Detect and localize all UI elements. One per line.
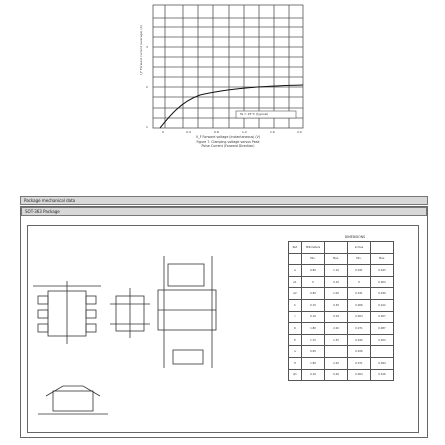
table-cell: 2.20	[325, 323, 348, 335]
table-subheader-cell: Max.	[371, 253, 394, 265]
chart-y-label: I_F Forward current (average) (A)	[139, 25, 143, 75]
table-cell: 0.026	[348, 346, 371, 358]
table-cell: 0.30	[325, 299, 348, 311]
table-row	[289, 357, 394, 369]
lead-detail-drawing	[38, 386, 108, 414]
table-cell: 0.65	[302, 346, 325, 358]
table-cell: 0.043	[371, 265, 394, 277]
package-frame	[20, 206, 428, 438]
section-title-bar	[20, 196, 428, 205]
table-cell: 0.10	[325, 276, 348, 288]
figure-caption-line-2: Pulse Current (Forward Direction)	[201, 143, 255, 148]
table-cell: 0.10	[302, 369, 325, 381]
x-tick: 0	[162, 130, 164, 134]
table-row	[289, 323, 394, 335]
table-subheader-row	[289, 253, 394, 265]
table-cell: 0.004	[371, 276, 394, 288]
table-cell: 0.071	[348, 323, 371, 335]
table-cell: A	[289, 265, 302, 277]
table-cell: 0.071	[348, 357, 371, 369]
table-cell: 0.045	[348, 334, 371, 346]
package-subtitle: SOT-363 Package	[25, 209, 60, 214]
table-cell: 0.80	[302, 288, 325, 300]
table-cell: 0.012	[371, 299, 394, 311]
table-cell: 0.004	[348, 369, 371, 381]
table-cell: 0.18	[325, 311, 348, 323]
table-row	[289, 265, 394, 277]
table-subheader-cell: Max.	[325, 253, 348, 265]
table-subheader-cell: Min.	[348, 253, 371, 265]
table-cell: 0.016	[371, 369, 394, 381]
table-row	[289, 311, 394, 323]
chart-curve	[160, 85, 303, 128]
section-title: Package mechanical data	[24, 198, 76, 203]
y-tick: 3	[146, 45, 148, 49]
top-view-drawing	[33, 281, 101, 344]
dimensions-table	[288, 241, 394, 381]
table-cell: 0.031	[348, 288, 371, 300]
table-cell: 0.094	[371, 357, 394, 369]
x-tick: 1.6	[270, 130, 275, 134]
table-cell: 0	[302, 276, 325, 288]
table-cell: 1.80	[302, 323, 325, 335]
chart-figure	[0, 0, 445, 150]
side-view-drawing	[110, 288, 150, 338]
table-row	[289, 299, 394, 311]
table-cell: 0.80	[302, 265, 325, 277]
table-header-cell	[325, 242, 348, 254]
table-cell: 1.10	[325, 265, 348, 277]
table-cell: 0	[348, 276, 371, 288]
table-cell: E	[289, 334, 302, 346]
table-cell: c	[289, 311, 302, 323]
table-header-row	[289, 242, 394, 254]
table-cell: D	[289, 323, 302, 335]
table-cell: 2.40	[325, 357, 348, 369]
table-cell: A2	[289, 288, 302, 300]
table-cell: 0.053	[371, 334, 394, 346]
x-tick: 2.0	[297, 130, 302, 134]
y-tick: 2	[146, 85, 148, 89]
drawing-area	[27, 225, 419, 433]
table-cell: A1	[289, 276, 302, 288]
table-cell	[325, 346, 348, 358]
table-cell: 0.40	[325, 369, 348, 381]
table-cell: 1.15	[302, 334, 325, 346]
chart-x-label: V_F Forward voltage (instantaneous) (V)	[195, 135, 261, 139]
table-header-cell: Millimeters	[302, 242, 325, 254]
chart-grid	[153, 5, 303, 128]
x-tick: 0.4	[186, 130, 191, 134]
x-tick: 0.8	[214, 130, 219, 134]
table-cell: H	[289, 357, 302, 369]
table-cell: 0.039	[371, 288, 394, 300]
dimensions-table-title: DIMENSIONS	[344, 235, 366, 239]
chart-plot	[0, 0, 445, 150]
table-cell: 0.087	[371, 323, 394, 335]
table-cell: b	[289, 299, 302, 311]
table-cell: 0.007	[371, 311, 394, 323]
table-cell: 1.35	[325, 334, 348, 346]
table-row	[289, 334, 394, 346]
table-cell: 0.10	[302, 311, 325, 323]
table-cell: 1.80	[302, 357, 325, 369]
table-header-cell: Inches	[348, 242, 371, 254]
table-row	[289, 369, 394, 381]
table-subheader-cell	[289, 253, 302, 265]
table-cell	[371, 346, 394, 358]
table-row	[289, 346, 394, 358]
y-tick: 1	[146, 125, 148, 129]
table-row	[289, 276, 394, 288]
table-row	[289, 288, 394, 300]
table-cell: e	[289, 346, 302, 358]
table-subheader-cell: Min.	[302, 253, 325, 265]
table-header-cell: Ref.	[289, 242, 302, 254]
subtitle-bar	[21, 207, 427, 216]
x-tick: 1.2	[242, 130, 247, 134]
table-cell: 1.00	[325, 288, 348, 300]
table-header-cell	[371, 242, 394, 254]
figure-caption-line-1: Figure 7. Clamping voltage versus Peak	[196, 140, 260, 144]
figure-caption	[153, 141, 303, 148]
table-cell: 0.004	[348, 311, 371, 323]
table-cell: 0.15	[302, 299, 325, 311]
table-cell: 0.031	[348, 265, 371, 277]
table-cell: Q1	[289, 369, 302, 381]
chart-inset-label: Ta = 25°C (typical)	[240, 112, 269, 116]
table-cell: 0.006	[348, 299, 371, 311]
front-view-drawing	[158, 256, 216, 368]
